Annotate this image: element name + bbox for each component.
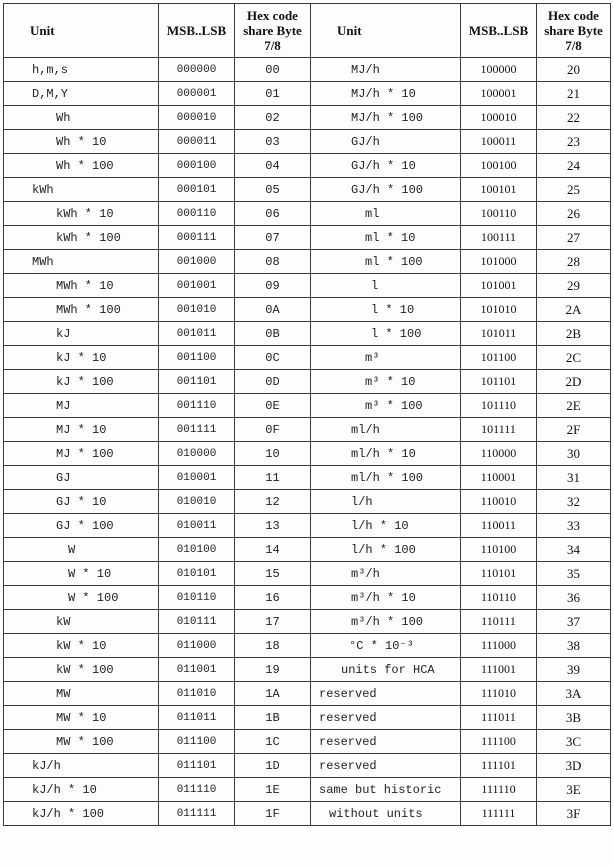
msb-lsb-cell-right: 110001 bbox=[461, 466, 537, 490]
hex-code-cell-right: 2F bbox=[537, 418, 611, 442]
hex-code-cell-right: 38 bbox=[537, 634, 611, 658]
msb-lsb-cell-left: 001011 bbox=[159, 322, 235, 346]
hex-code-cell-left: 03 bbox=[235, 130, 311, 154]
hex-code-cell-left: 0F bbox=[235, 418, 311, 442]
unit-cell-right: without units bbox=[311, 802, 461, 826]
msb-lsb-cell-left: 011001 bbox=[159, 658, 235, 682]
hex-code-cell-right: 26 bbox=[537, 202, 611, 226]
hex-code-cell-right: 2E bbox=[537, 394, 611, 418]
msb-lsb-cell-right: 110100 bbox=[461, 538, 537, 562]
unit-cell-left: W * 100 bbox=[4, 586, 159, 610]
hex-code-cell-left: 17 bbox=[235, 610, 311, 634]
msb-lsb-cell-right: 110110 bbox=[461, 586, 537, 610]
table-row bbox=[4, 538, 611, 562]
table-row bbox=[4, 58, 611, 82]
unit-cell-right: m³/h * 100 bbox=[311, 610, 461, 634]
unit-cell-left: D,M,Y bbox=[4, 82, 159, 106]
unit-cell-left: kW bbox=[4, 610, 159, 634]
unit-cell-left: MW * 100 bbox=[4, 730, 159, 754]
hex-code-cell-left: 13 bbox=[235, 514, 311, 538]
hex-code-cell-right: 2C bbox=[537, 346, 611, 370]
table-row bbox=[4, 322, 611, 346]
unit-cell-right: m³ * 100 bbox=[311, 394, 461, 418]
table-row bbox=[4, 802, 611, 826]
unit-cell-right: m³/h bbox=[311, 562, 461, 586]
hex-code-cell-left: 01 bbox=[235, 82, 311, 106]
unit-cell-left: kJ/h bbox=[4, 754, 159, 778]
msb-lsb-cell-left: 010100 bbox=[159, 538, 235, 562]
table-row bbox=[4, 490, 611, 514]
hex-code-cell-left: 06 bbox=[235, 202, 311, 226]
hex-code-cell-left: 1C bbox=[235, 730, 311, 754]
table-row bbox=[4, 658, 611, 682]
unit-cell-left: GJ * 10 bbox=[4, 490, 159, 514]
hex-code-cell-right: 25 bbox=[537, 178, 611, 202]
hex-code-cell-left: 11 bbox=[235, 466, 311, 490]
msb-lsb-cell-right: 111101 bbox=[461, 754, 537, 778]
unit-cell-left: Wh * 100 bbox=[4, 154, 159, 178]
unit-cell-right: MJ/h bbox=[311, 58, 461, 82]
msb-lsb-cell-left: 001010 bbox=[159, 298, 235, 322]
hex-code-cell-left: 1D bbox=[235, 754, 311, 778]
hex-code-cell-right: 2D bbox=[537, 370, 611, 394]
msb-lsb-cell-left: 000001 bbox=[159, 82, 235, 106]
unit-cell-left: MJ * 10 bbox=[4, 418, 159, 442]
table-row bbox=[4, 346, 611, 370]
table-row bbox=[4, 442, 611, 466]
msb-lsb-cell-left: 000000 bbox=[159, 58, 235, 82]
unit-cell-left: MWh bbox=[4, 250, 159, 274]
table-row bbox=[4, 778, 611, 802]
msb-lsb-cell-left: 001111 bbox=[159, 418, 235, 442]
msb-lsb-cell-right: 100110 bbox=[461, 202, 537, 226]
hex-code-cell-right: 3B bbox=[537, 706, 611, 730]
unit-cell-left: GJ * 100 bbox=[4, 514, 159, 538]
unit-cell-left: Wh * 10 bbox=[4, 130, 159, 154]
msb-lsb-cell-right: 100001 bbox=[461, 82, 537, 106]
hex-code-cell-right: 20 bbox=[537, 58, 611, 82]
unit-cell-left: MW * 10 bbox=[4, 706, 159, 730]
msb-lsb-cell-left: 001001 bbox=[159, 274, 235, 298]
unit-cell-left: kWh bbox=[4, 178, 159, 202]
unit-cell-left: kJ bbox=[4, 322, 159, 346]
unit-cell-right: same but historic bbox=[311, 778, 461, 802]
unit-cell-left: MWh * 100 bbox=[4, 298, 159, 322]
unit-cell-left: W bbox=[4, 538, 159, 562]
msb-lsb-cell-right: 100101 bbox=[461, 178, 537, 202]
hex-code-cell-right: 23 bbox=[537, 130, 611, 154]
table-row bbox=[4, 706, 611, 730]
hex-code-cell-left: 05 bbox=[235, 178, 311, 202]
unit-cell-right: l/h bbox=[311, 490, 461, 514]
unit-cell-left: kJ * 10 bbox=[4, 346, 159, 370]
hex-code-cell-left: 0D bbox=[235, 370, 311, 394]
msb-lsb-cell-right: 111001 bbox=[461, 658, 537, 682]
msb-lsb-cell-left: 001000 bbox=[159, 250, 235, 274]
unit-cell-right: MJ/h * 100 bbox=[311, 106, 461, 130]
msb-lsb-cell-right: 111110 bbox=[461, 778, 537, 802]
msb-lsb-cell-left: 010101 bbox=[159, 562, 235, 586]
header-hex-left: Hex code share Byte 7/8 bbox=[235, 4, 311, 58]
hex-code-cell-left: 0C bbox=[235, 346, 311, 370]
hex-code-cell-left: 19 bbox=[235, 658, 311, 682]
table-row bbox=[4, 730, 611, 754]
table-row bbox=[4, 586, 611, 610]
hex-code-cell-right: 39 bbox=[537, 658, 611, 682]
hex-code-cell-right: 3E bbox=[537, 778, 611, 802]
msb-lsb-cell-left: 000010 bbox=[159, 106, 235, 130]
msb-lsb-cell-right: 110010 bbox=[461, 490, 537, 514]
table-row bbox=[4, 682, 611, 706]
msb-lsb-cell-right: 110000 bbox=[461, 442, 537, 466]
unit-cell-right: reserved bbox=[311, 706, 461, 730]
msb-lsb-cell-left: 011110 bbox=[159, 778, 235, 802]
msb-lsb-cell-right: 101110 bbox=[461, 394, 537, 418]
hex-code-cell-left: 18 bbox=[235, 634, 311, 658]
hex-code-cell-left: 1F bbox=[235, 802, 311, 826]
header-msb-lsb-left: MSB..LSB bbox=[159, 4, 235, 58]
unit-cell-right: ml * 10 bbox=[311, 226, 461, 250]
hex-code-cell-right: 35 bbox=[537, 562, 611, 586]
unit-cell-left: kJ/h * 10 bbox=[4, 778, 159, 802]
hex-code-cell-right: 22 bbox=[537, 106, 611, 130]
table-row bbox=[4, 298, 611, 322]
msb-lsb-cell-left: 011010 bbox=[159, 682, 235, 706]
table-row bbox=[4, 634, 611, 658]
unit-cell-left: MW bbox=[4, 682, 159, 706]
unit-cell-left: kWh * 100 bbox=[4, 226, 159, 250]
unit-cell-left: kWh * 10 bbox=[4, 202, 159, 226]
unit-cell-right: GJ/h bbox=[311, 130, 461, 154]
msb-lsb-cell-right: 101001 bbox=[461, 274, 537, 298]
hex-code-cell-right: 33 bbox=[537, 514, 611, 538]
hex-code-cell-right: 29 bbox=[537, 274, 611, 298]
msb-lsb-cell-right: 111111 bbox=[461, 802, 537, 826]
hex-code-cell-left: 07 bbox=[235, 226, 311, 250]
unit-cell-left: h,m,s bbox=[4, 58, 159, 82]
msb-lsb-cell-right: 101010 bbox=[461, 298, 537, 322]
unit-cell-left: kW * 100 bbox=[4, 658, 159, 682]
unit-code-table bbox=[3, 3, 611, 826]
hex-code-cell-left: 1B bbox=[235, 706, 311, 730]
msb-lsb-cell-left: 010111 bbox=[159, 610, 235, 634]
header-unit-left: Unit bbox=[4, 4, 159, 58]
hex-code-cell-left: 1A bbox=[235, 682, 311, 706]
msb-lsb-cell-right: 100100 bbox=[461, 154, 537, 178]
hex-code-cell-left: 02 bbox=[235, 106, 311, 130]
table-row bbox=[4, 370, 611, 394]
table-row bbox=[4, 178, 611, 202]
msb-lsb-cell-right: 110101 bbox=[461, 562, 537, 586]
unit-cell-right: ml * 100 bbox=[311, 250, 461, 274]
unit-cell-left: MWh * 10 bbox=[4, 274, 159, 298]
unit-cell-right: reserved bbox=[311, 754, 461, 778]
unit-cell-right: l/h * 10 bbox=[311, 514, 461, 538]
msb-lsb-cell-left: 011000 bbox=[159, 634, 235, 658]
hex-code-cell-left: 08 bbox=[235, 250, 311, 274]
unit-cell-right: GJ/h * 10 bbox=[311, 154, 461, 178]
msb-lsb-cell-left: 011100 bbox=[159, 730, 235, 754]
msb-lsb-cell-left: 010110 bbox=[159, 586, 235, 610]
msb-lsb-cell-left: 010010 bbox=[159, 490, 235, 514]
msb-lsb-cell-left: 010011 bbox=[159, 514, 235, 538]
table-row bbox=[4, 250, 611, 274]
unit-cell-right: ml/h bbox=[311, 418, 461, 442]
hex-code-cell-right: 21 bbox=[537, 82, 611, 106]
table-row bbox=[4, 154, 611, 178]
msb-lsb-cell-left: 010000 bbox=[159, 442, 235, 466]
msb-lsb-cell-right: 101111 bbox=[461, 418, 537, 442]
unit-cell-right: l * 10 bbox=[311, 298, 461, 322]
msb-lsb-cell-right: 100000 bbox=[461, 58, 537, 82]
msb-lsb-cell-right: 111000 bbox=[461, 634, 537, 658]
msb-lsb-cell-left: 001101 bbox=[159, 370, 235, 394]
hex-code-cell-right: 32 bbox=[537, 490, 611, 514]
unit-cell-right: l bbox=[311, 274, 461, 298]
unit-cell-right: reserved bbox=[311, 730, 461, 754]
header-hex-right: Hex code share Byte 7/8 bbox=[537, 4, 611, 58]
unit-cell-right: ml/h * 10 bbox=[311, 442, 461, 466]
table-row bbox=[4, 514, 611, 538]
table-row bbox=[4, 226, 611, 250]
unit-cell-left: kW * 10 bbox=[4, 634, 159, 658]
header-row bbox=[4, 4, 611, 58]
hex-code-cell-right: 30 bbox=[537, 442, 611, 466]
msb-lsb-cell-right: 100111 bbox=[461, 226, 537, 250]
msb-lsb-cell-right: 111100 bbox=[461, 730, 537, 754]
msb-lsb-cell-right: 101101 bbox=[461, 370, 537, 394]
unit-cell-right: °C * 10⁻³ bbox=[311, 634, 461, 658]
unit-cell-left: kJ/h * 100 bbox=[4, 802, 159, 826]
unit-cell-right: m³ * 10 bbox=[311, 370, 461, 394]
hex-code-cell-left: 00 bbox=[235, 58, 311, 82]
hex-code-cell-right: 37 bbox=[537, 610, 611, 634]
msb-lsb-cell-right: 100011 bbox=[461, 130, 537, 154]
table-row bbox=[4, 754, 611, 778]
table-row bbox=[4, 418, 611, 442]
unit-cell-right: units for HCA bbox=[311, 658, 461, 682]
msb-lsb-cell-left: 011011 bbox=[159, 706, 235, 730]
table-row bbox=[4, 610, 611, 634]
unit-cell-left: W * 10 bbox=[4, 562, 159, 586]
unit-cell-right: ml/h * 100 bbox=[311, 466, 461, 490]
hex-code-cell-left: 16 bbox=[235, 586, 311, 610]
unit-cell-right: reserved bbox=[311, 682, 461, 706]
msb-lsb-cell-right: 111010 bbox=[461, 682, 537, 706]
hex-code-cell-left: 10 bbox=[235, 442, 311, 466]
table-row bbox=[4, 106, 611, 130]
msb-lsb-cell-left: 001110 bbox=[159, 394, 235, 418]
unit-cell-right: GJ/h * 100 bbox=[311, 178, 461, 202]
msb-lsb-cell-left: 010001 bbox=[159, 466, 235, 490]
hex-code-cell-left: 0A bbox=[235, 298, 311, 322]
hex-code-cell-left: 14 bbox=[235, 538, 311, 562]
table-row bbox=[4, 562, 611, 586]
table-row bbox=[4, 274, 611, 298]
hex-code-cell-right: 3A bbox=[537, 682, 611, 706]
table-row bbox=[4, 130, 611, 154]
hex-code-cell-right: 2A bbox=[537, 298, 611, 322]
hex-code-cell-right: 3F bbox=[537, 802, 611, 826]
table-row bbox=[4, 466, 611, 490]
msb-lsb-cell-left: 000101 bbox=[159, 178, 235, 202]
msb-lsb-cell-right: 101000 bbox=[461, 250, 537, 274]
msb-lsb-cell-left: 001100 bbox=[159, 346, 235, 370]
msb-lsb-cell-left: 000011 bbox=[159, 130, 235, 154]
unit-cell-right: m³/h * 10 bbox=[311, 586, 461, 610]
hex-code-cell-right: 28 bbox=[537, 250, 611, 274]
msb-lsb-cell-right: 111011 bbox=[461, 706, 537, 730]
msb-lsb-cell-left: 000111 bbox=[159, 226, 235, 250]
hex-code-cell-right: 24 bbox=[537, 154, 611, 178]
header-msb-lsb-right: MSB..LSB bbox=[461, 4, 537, 58]
hex-code-cell-right: 2B bbox=[537, 322, 611, 346]
hex-code-cell-right: 31 bbox=[537, 466, 611, 490]
hex-code-cell-right: 36 bbox=[537, 586, 611, 610]
hex-code-cell-left: 1E bbox=[235, 778, 311, 802]
unit-cell-left: kJ * 100 bbox=[4, 370, 159, 394]
table-row bbox=[4, 202, 611, 226]
unit-cell-left: MJ bbox=[4, 394, 159, 418]
table-row bbox=[4, 82, 611, 106]
unit-cell-right: l * 100 bbox=[311, 322, 461, 346]
msb-lsb-cell-right: 110011 bbox=[461, 514, 537, 538]
msb-lsb-cell-right: 101011 bbox=[461, 322, 537, 346]
unit-cell-left: GJ bbox=[4, 466, 159, 490]
unit-cell-right: m³ bbox=[311, 346, 461, 370]
hex-code-cell-right: 3C bbox=[537, 730, 611, 754]
unit-cell-right: ml bbox=[311, 202, 461, 226]
hex-code-cell-right: 34 bbox=[537, 538, 611, 562]
hex-code-cell-left: 09 bbox=[235, 274, 311, 298]
hex-code-cell-left: 15 bbox=[235, 562, 311, 586]
msb-lsb-cell-right: 101100 bbox=[461, 346, 537, 370]
hex-code-cell-left: 12 bbox=[235, 490, 311, 514]
header-unit-right: Unit bbox=[311, 4, 461, 58]
unit-cell-left: MJ * 100 bbox=[4, 442, 159, 466]
msb-lsb-cell-right: 100010 bbox=[461, 106, 537, 130]
hex-code-cell-right: 3D bbox=[537, 754, 611, 778]
hex-code-cell-right: 27 bbox=[537, 226, 611, 250]
unit-cell-left: Wh bbox=[4, 106, 159, 130]
unit-cell-right: l/h * 100 bbox=[311, 538, 461, 562]
msb-lsb-cell-right: 110111 bbox=[461, 610, 537, 634]
table-row bbox=[4, 394, 611, 418]
msb-lsb-cell-left: 000100 bbox=[159, 154, 235, 178]
unit-cell-right: MJ/h * 10 bbox=[311, 82, 461, 106]
msb-lsb-cell-left: 011101 bbox=[159, 754, 235, 778]
hex-code-cell-left: 0B bbox=[235, 322, 311, 346]
msb-lsb-cell-left: 000110 bbox=[159, 202, 235, 226]
hex-code-cell-left: 0E bbox=[235, 394, 311, 418]
hex-code-cell-left: 04 bbox=[235, 154, 311, 178]
msb-lsb-cell-left: 011111 bbox=[159, 802, 235, 826]
